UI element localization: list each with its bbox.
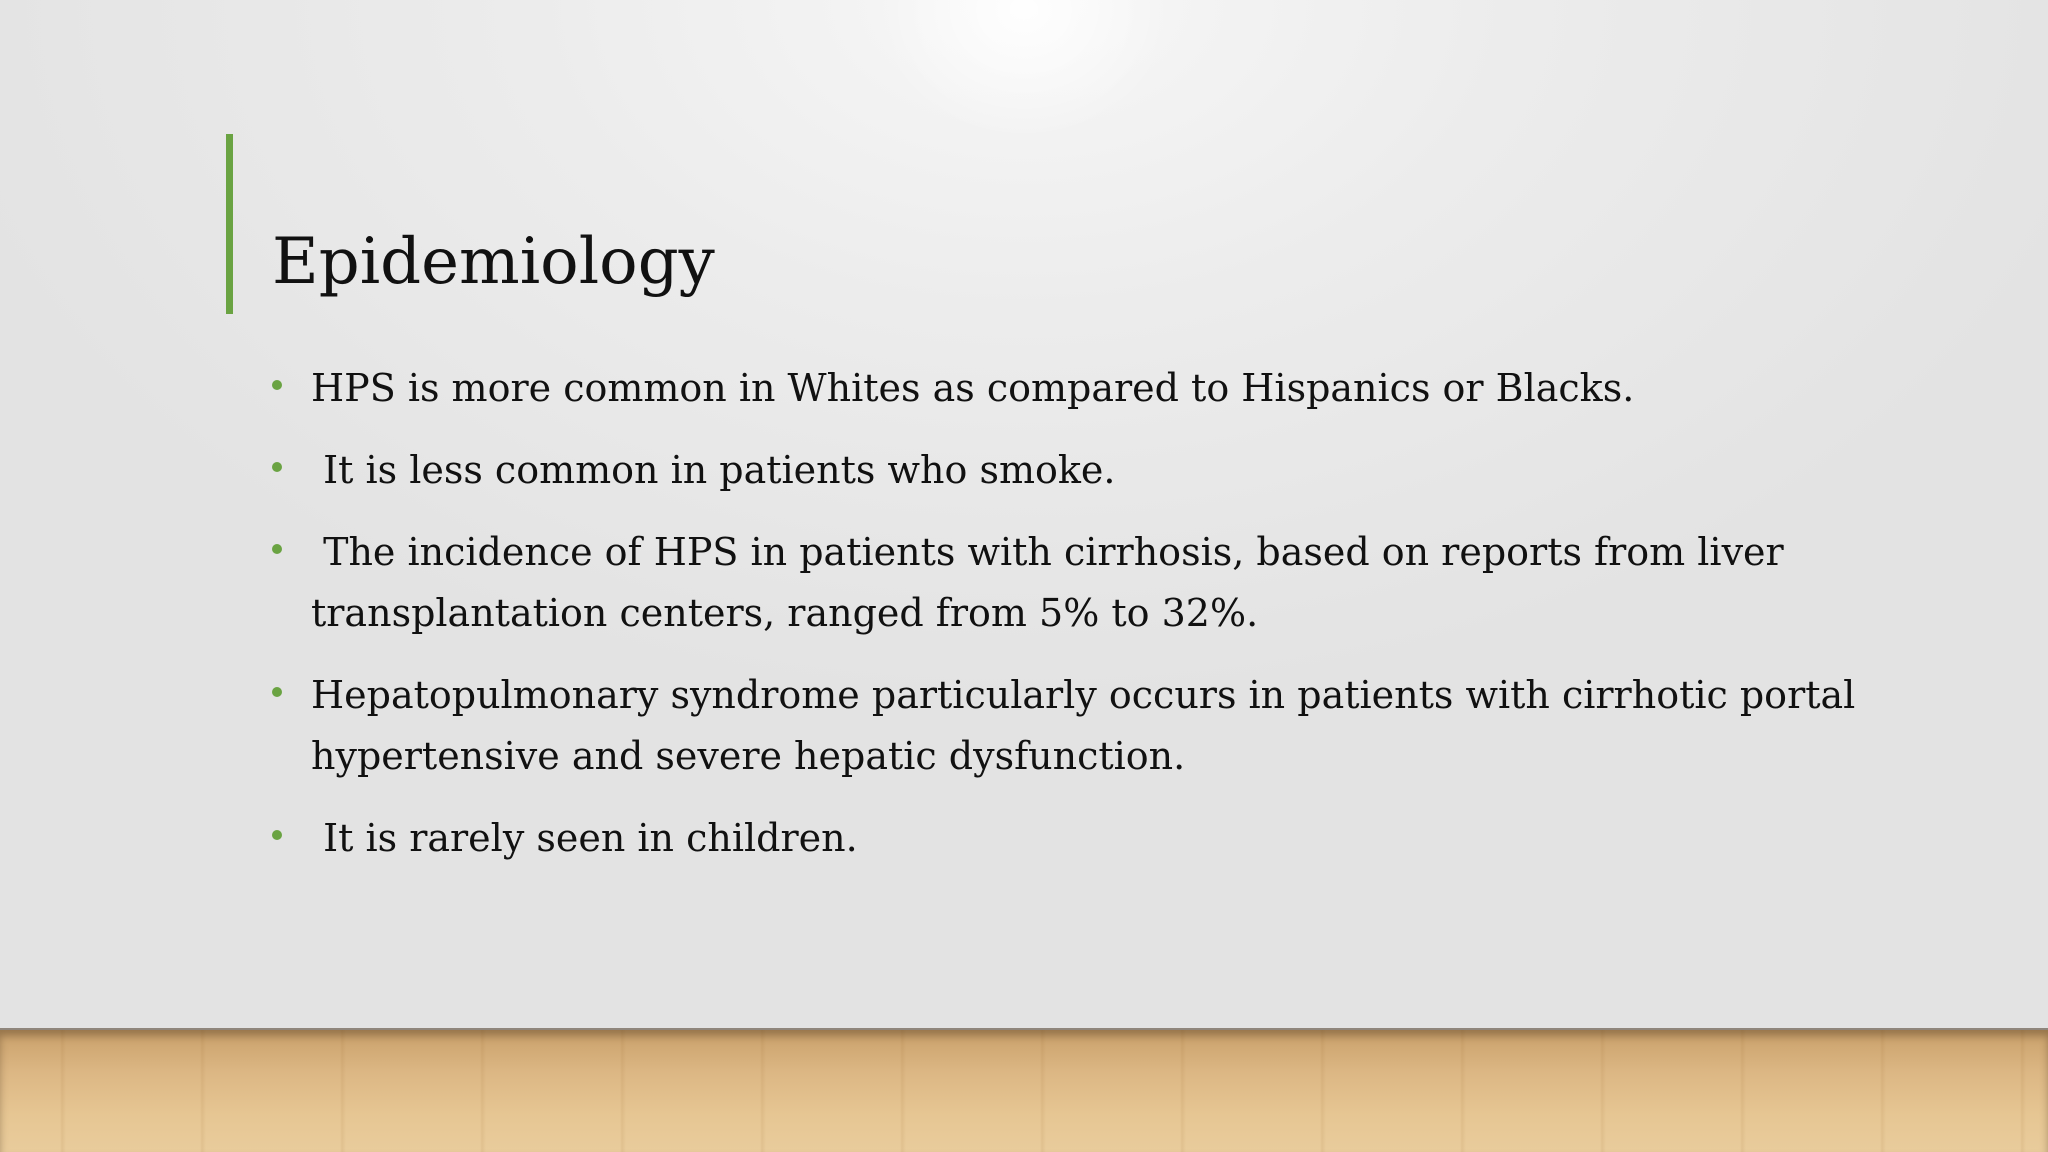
bullet-item-1 (272, 358, 1892, 419)
bullet-dot-icon (272, 830, 282, 840)
bullet-dot-icon (272, 544, 282, 554)
bullet-text: It is less common in patients who smoke. (311, 448, 1116, 492)
bullet-text: HPS is more common in Whites as compared to Hispanics or Blacks. (311, 366, 1635, 410)
slide-title: Epidemiology (272, 225, 715, 299)
wall-light-spot (874, 0, 1174, 140)
wooden-floor (0, 1030, 2048, 1152)
bullet-list (272, 358, 1892, 890)
bullet-item-2 (272, 440, 1892, 501)
bullet-text: It is rarely seen in children. (311, 816, 858, 860)
bullet-dot-icon (272, 462, 282, 472)
title-accent-bar (226, 134, 233, 314)
bullet-text: The incidence of HPS in patients with cirrhosis, based on reports from liver transplantation centers, ranged from 5% to 32%. (311, 530, 1796, 635)
bullet-item-5 (272, 808, 1892, 869)
bullet-item-3 (272, 522, 1892, 644)
bullet-dot-icon (272, 687, 282, 697)
bullet-item-4 (272, 665, 1892, 787)
bullet-text: Hepatopulmonary syndrome particularly occurs in patients with cirrhotic portal hypertensive and severe hepatic dysfunction. (311, 673, 1868, 778)
bullet-dot-icon (272, 380, 282, 390)
